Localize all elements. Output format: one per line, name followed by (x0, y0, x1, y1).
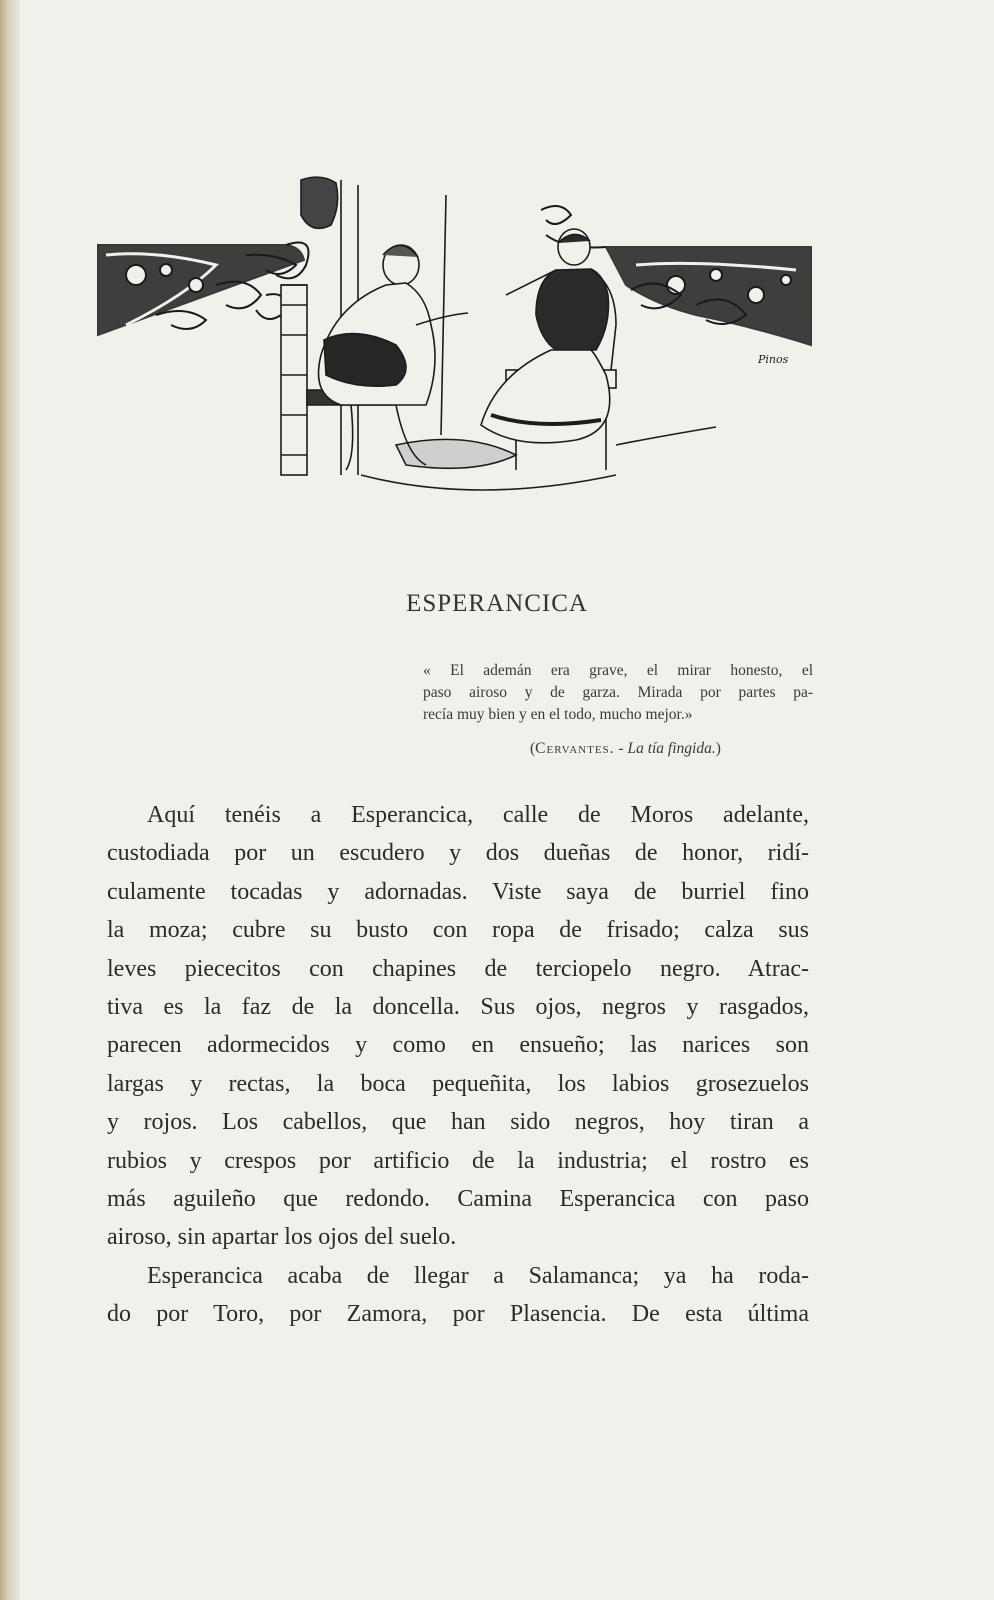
text-line: airoso, sin apartar los ojos del suelo. (107, 1224, 457, 1251)
text-line: la moza; cubre su busto con ropa de frisado; calza sus (107, 917, 809, 944)
chapter-title: ESPERANCICA (406, 590, 588, 617)
header-illustration (96, 175, 828, 515)
left-ornament (98, 243, 309, 336)
text-line: parecen adormecidos y como en ensueño; las narices son (107, 1032, 809, 1059)
text-line: custodiada por un escudero y dos dueñas de honor, ridí- (107, 840, 809, 867)
scene-drawing (281, 177, 716, 490)
epigraph-quote (423, 660, 813, 726)
text-line: más aguileño que redondo. Camina Esperancica con paso (107, 1186, 809, 1213)
text-line: rubios y crespos por artificio de la industria; el rostro es (107, 1147, 809, 1174)
artist-signature: Pinos (758, 353, 789, 366)
text-line: Esperancica acaba de llegar a Salamanca; ya ha roda- (147, 1262, 809, 1289)
epigraph-line: « El ademán era grave, el mirar honesto, el (423, 662, 813, 679)
source-paren-close: ) (715, 740, 721, 757)
epigraph-source (530, 740, 800, 758)
epigraph-line: recía muy bien y en el todo, mucho mejor.» (423, 706, 693, 723)
paragraph (107, 1257, 809, 1334)
text-line: culamente tocadas y adornadas. Viste saya de burriel fino (107, 878, 809, 905)
paragraph (107, 796, 809, 1257)
body-text (107, 796, 809, 1334)
text-line: leves piececitos con chapines de terciopelo negro. Atrac- (107, 955, 809, 982)
epigraph-work: La tía fingida. (627, 740, 716, 757)
text-line: largas y rectas, la boca pequeñita, los labios grosezuelos (107, 1070, 809, 1097)
binding-edge (0, 0, 20, 1600)
epigraph-author: Cervantes. (535, 740, 615, 757)
text-line: Aquí tenéis a Esperancica, calle de Moros adelante, (147, 802, 809, 828)
epigraph-line: paso airoso y de garza. Mirada por partes pa- (423, 684, 813, 701)
text-line: do por Toro, por Zamora, por Plasencia. De esta última (107, 1301, 809, 1328)
text-line: y rojos. Los cabellos, que han sido negros, hoy tiran a (107, 1109, 809, 1136)
source-dash: - (614, 740, 628, 757)
text-line: tiva es la faz de la doncella. Sus ojos, negros y rasgados, (107, 994, 809, 1021)
source-paren-open: ( (530, 740, 536, 757)
